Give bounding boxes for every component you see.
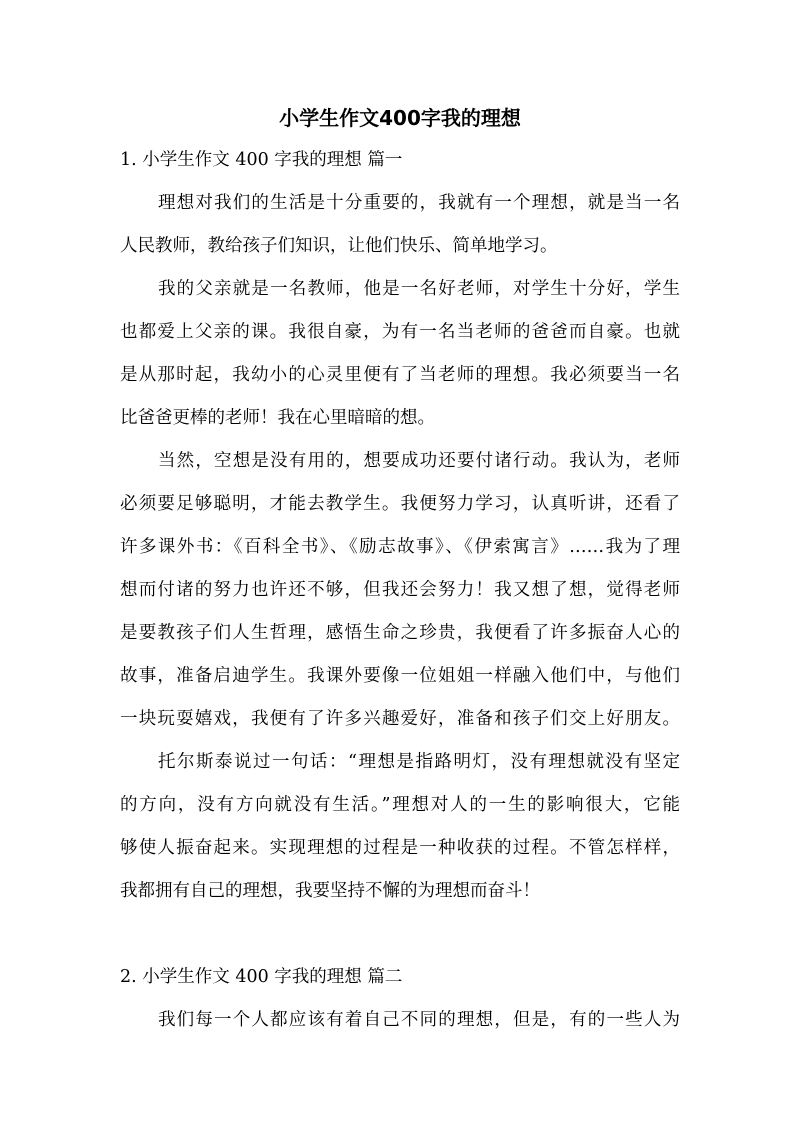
paragraph-line: 理想对我们的生活是十分重要的，我就有一个理想，就是当一名 [158, 193, 680, 213]
paragraph-line: 比爸爸更棒的老师！我在心里暗暗的想。 [120, 408, 435, 428]
paragraph-line: 一块玩耍嬉戏，我便有了许多兴趣爱好，准备和孩子们交上好朋友。 [120, 709, 680, 729]
paragraph-line: 我的父亲就是一名教师，他是一名好老师，对学生十分好，学生 [158, 279, 680, 299]
paragraph-line: 够使人振奋起来。实现理想的过程是一种收获的过程。不管怎样样， [120, 838, 680, 858]
paragraph-line: 我们每一个人都应该有着自己不同的理想，但是，有的一些人为 [158, 1010, 680, 1030]
paragraph-line: 也都爱上父亲的课。我很自豪，为有一名当老师的爸爸而自豪。也就 [120, 322, 680, 342]
paragraph-line: 是从那时起，我幼小的心灵里便有了当老师的理想。我必须要当一名 [120, 365, 680, 385]
paragraph-line: 故事，准备启迪学生。我课外要像一位姐姐一样融入他们中，与他们 [120, 666, 680, 686]
paragraph-line: 的方向，没有方向就没有生活。”理想对人的一生的影响很大，它能 [120, 795, 680, 815]
paragraph-line: 当然，空想是没有用的，想要成功还要付诸行动。我认为，老师 [158, 451, 680, 471]
section-heading-1: 1. 小学生作文 400 字我的理想 篇一 [120, 150, 403, 170]
document-title: 小学生作文400字我的理想 [279, 106, 521, 130]
section-heading-2: 2. 小学生作文 400 字我的理想 篇二 [120, 967, 403, 987]
paragraph-line: 想而付诸的努力也许还不够，但我还会努力！我又想了想，觉得老师 [120, 580, 680, 600]
paragraph-line: 托尔斯泰说过一句话：“理想是指路明灯，没有理想就没有坚定 [158, 752, 680, 772]
paragraph-line: 人民教师，教给孩子们知识，让他们快乐、简单地学习。 [120, 236, 558, 256]
paragraph-line: 必须要足够聪明，才能去教学生。我便努力学习，认真听讲，还看了 [120, 494, 680, 514]
paragraph-line: 许多课外书：《百科全书》、《励志故事》、《伊索寓言》……我为了理 [120, 537, 680, 557]
paragraph-line: 我都拥有自己的理想，我要坚持不懈的为理想而奋斗！ [120, 881, 540, 901]
paragraph-line: 是要教孩子们人生哲理，感悟生命之珍贵，我便看了许多振奋人心的 [120, 623, 680, 643]
